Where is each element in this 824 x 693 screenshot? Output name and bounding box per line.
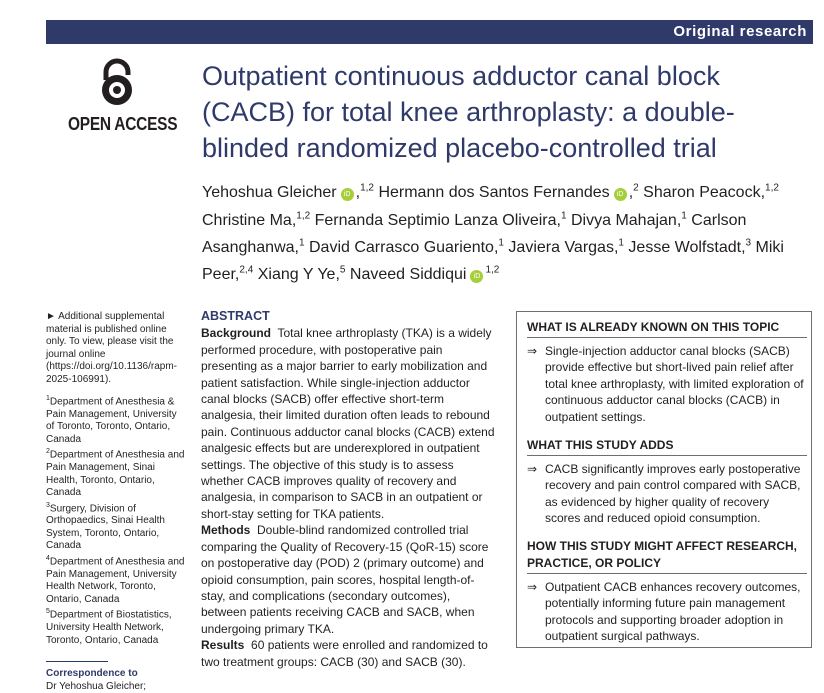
known-heading: WHAT IS ALREADY KNOWN ON THIS TOPIC bbox=[527, 320, 780, 334]
author-affiliation-number: 1 bbox=[681, 210, 687, 222]
affiliation bbox=[46, 606, 186, 647]
author-affiliation-number: 2,4 bbox=[239, 264, 254, 276]
author-list bbox=[202, 177, 812, 286]
divider bbox=[46, 661, 108, 662]
arrow-icon: ⇒ bbox=[527, 344, 538, 358]
section-label: Original research bbox=[673, 23, 807, 40]
affiliation-text: Department of Anesthesia and Pain Management, University Health Network, Toronto, Ontario, Canada bbox=[46, 556, 185, 605]
abstract-heading: ABSTRACT bbox=[201, 309, 270, 323]
open-access-lock-icon bbox=[92, 58, 142, 108]
divider bbox=[527, 337, 807, 338]
author-affiliation-number: 1 bbox=[560, 210, 567, 222]
author[interactable]: Sharon Peacock,$^{1,2}$ bbox=[643, 183, 779, 202]
author-name: Yehoshua Gleicher bbox=[202, 184, 337, 202]
adds-item-text: CACB significantly improves early postoperative recovery and pain control compared with SACB, as evidenced by higher quality of recovery scores and reduced opioid consumption. bbox=[545, 462, 801, 526]
author-affiliation-number: 1 bbox=[498, 237, 504, 249]
supplemental-note[interactable]: ► Additional supplemental material is published online only. To view, please visit the journal online (https://doi.org/10.1136/rapm-2025-106991). bbox=[46, 311, 177, 385]
affiliation bbox=[46, 553, 186, 606]
author-affiliation-number: 1 bbox=[298, 237, 305, 249]
affiliation bbox=[46, 446, 186, 499]
affect-item-text: Outpatient CACB enhances recovery outcomes, potentially informing future pain management protocols and supporting broader adoption in outpatient surgical pathways. bbox=[545, 580, 801, 644]
article-title: Outpatient continuous adductor canal block (CACB) for total knee arthroplasty: a double-blinded randomized placebo-controlled trial bbox=[202, 61, 735, 163]
affiliation-number: 2 bbox=[46, 448, 50, 456]
affiliation-text: Department of Anesthesia & Pain Management, University of Toronto, Toronto, Ontario, Canada bbox=[46, 396, 177, 445]
author-affiliation-number: 1,2 bbox=[765, 183, 779, 194]
author-name: David Carrasco Guariento bbox=[308, 238, 494, 256]
author-affiliation-number: 5 bbox=[339, 264, 346, 276]
author-affiliation-number: 1,2 bbox=[360, 183, 374, 194]
author[interactable]: Yehoshua Gleicher iD ,$^{1,2}$ bbox=[202, 183, 374, 202]
section-banner bbox=[46, 20, 813, 44]
affiliation-number: 5 bbox=[46, 608, 50, 616]
adds-item bbox=[527, 461, 807, 527]
author[interactable]: Jesse Wolfstadt,$^3$ bbox=[628, 237, 752, 256]
divider bbox=[527, 573, 807, 574]
affiliation-number: 1 bbox=[46, 395, 50, 402]
author-name: Carlson Asanghanwa bbox=[202, 211, 747, 256]
orcid-icon[interactable]: iD bbox=[341, 188, 354, 201]
author-name: Christine Ma bbox=[202, 211, 292, 229]
author[interactable]: Javiera Vargas,$^1$ bbox=[508, 237, 624, 256]
author-affiliation-number: 2 bbox=[633, 183, 639, 194]
author[interactable] bbox=[350, 266, 499, 283]
orcid-icon[interactable]: iD bbox=[614, 188, 627, 201]
author[interactable]: Fernanda Septimio Lanza Oliveira,$^1$ bbox=[314, 210, 567, 229]
abstract-results bbox=[201, 637, 497, 670]
results-text: 60 patients were enrolled and randomized to two treatment groups: CACB (30) and SACB (30). bbox=[201, 638, 488, 669]
adds-heading: WHAT THIS STUDY ADDS bbox=[527, 438, 674, 452]
known-item-text: Single-injection adductor canal blocks (SACB) provide effective but short-lived pain relief after total knee arthroplasty, with limited exploration of continuous adductor canal blocks (CACB) in outpatient settings. bbox=[545, 344, 804, 424]
affect-item bbox=[527, 579, 807, 645]
divider bbox=[527, 455, 807, 456]
arrow-icon: ⇒ bbox=[527, 580, 538, 594]
author[interactable]: Miki Peer,$^{2,4}$ bbox=[202, 238, 784, 284]
known-section bbox=[527, 319, 807, 425]
affiliation-list bbox=[46, 393, 186, 647]
key-messages-box bbox=[516, 311, 812, 648]
affiliation bbox=[46, 500, 186, 553]
article-sidebar bbox=[46, 311, 186, 693]
affect-section bbox=[527, 538, 807, 645]
affect-heading: HOW THIS STUDY MIGHT AFFECT RESEARCH, PRACTICE, OR POLICY bbox=[527, 539, 797, 570]
author[interactable]: Xiang Y Ye,$^5$ bbox=[257, 264, 346, 284]
affiliation-text: Department of Biostatistics, University Health Network, Toronto, Ontario, Canada bbox=[46, 609, 172, 646]
correspondence-heading: Correspondence to bbox=[46, 668, 138, 680]
author-name: Fernanda Septimio Lanza Oliveira bbox=[314, 211, 557, 229]
methods-label: Methods bbox=[201, 523, 251, 538]
abstract-background bbox=[201, 325, 497, 522]
known-item bbox=[527, 343, 807, 425]
orcid-icon[interactable]: iD bbox=[470, 270, 483, 283]
affiliation-number: 3 bbox=[46, 501, 50, 509]
arrow-icon: ⇒ bbox=[527, 462, 538, 476]
author-name: Jesse Wolfstadt bbox=[628, 238, 742, 256]
background-text: Total knee arthroplasty (TKA) is a widely performed procedure, with postoperative pain presenting as a major barrier to early mobilization and patient satisfaction. While single-injection adductor canal blocks (SACB) offer effective short-term analgesia, their limited duration often leads to rebound pain. Continuous adductor canal blocks (CACB) extend analgesic effects but are underexplored in outpatient settings. The objective of this study is to assess whether CACB improves quality of recovery and analgesia, in comparison to SACB in an outpatient or short-stay setting for TKA patients. bbox=[201, 326, 495, 521]
correspondence-name: Dr Yehoshua Gleicher; bbox=[46, 680, 147, 692]
affiliation-text: Department of Anesthesia and Pain Management, Sinai Health, Toronto, Ontario, Canada bbox=[46, 449, 185, 499]
author[interactable]: David Carrasco Guariento,$^1$ bbox=[308, 237, 504, 256]
author[interactable]: Carlson Asanghanwa,$^1$ bbox=[202, 211, 747, 256]
methods-text: Double-blind randomized controlled trial comparing the Quality of Recovery-15 (QoR-15) score on postoperative day (POD) 2 (primary outcome) and opioid consumption, pain scores, hospital length-of-stay, and complications (secondary outcomes), between patients receiving CACB and SACB, when undergoing primary TKA. bbox=[201, 523, 489, 636]
affiliation-number: 4 bbox=[46, 554, 50, 562]
open-access-label: OPEN ACCESS bbox=[68, 114, 178, 134]
affiliation bbox=[46, 393, 186, 446]
author-name: Hermann dos Santos Fernandes bbox=[378, 184, 610, 202]
author-name: Sharon Peacock bbox=[643, 184, 761, 202]
author-affiliation-number: 1 bbox=[618, 237, 624, 249]
author-name: Xiang Y Ye bbox=[257, 266, 336, 284]
results-label: Results bbox=[201, 638, 245, 653]
affiliation-text: Surgery, Division of Orthopaedics, Sinai Health System, Toronto, Ontario, Canada bbox=[46, 502, 165, 552]
abstract bbox=[201, 308, 497, 670]
author[interactable]: Divya Mahajan,$^1$ bbox=[571, 210, 687, 229]
author[interactable]: Hermann dos Santos Fernandes iD ,$^2$ bbox=[378, 183, 639, 202]
author-affiliation-number: 1,2 bbox=[296, 210, 311, 222]
author-affiliation-number: 1,2 bbox=[485, 264, 500, 276]
author-name: Naveed Siddiqui bbox=[349, 266, 467, 284]
author-affiliation-number: 3 bbox=[745, 237, 752, 249]
adds-section bbox=[527, 437, 807, 527]
background-label: Background bbox=[201, 326, 272, 341]
author[interactable]: Christine Ma,$^{1,2}$ bbox=[202, 210, 311, 229]
abstract-methods bbox=[201, 522, 497, 637]
author-name: Javiera Vargas bbox=[508, 238, 614, 256]
author-name: Divya Mahajan bbox=[571, 211, 677, 229]
author-name: Miki Peer bbox=[202, 238, 784, 284]
